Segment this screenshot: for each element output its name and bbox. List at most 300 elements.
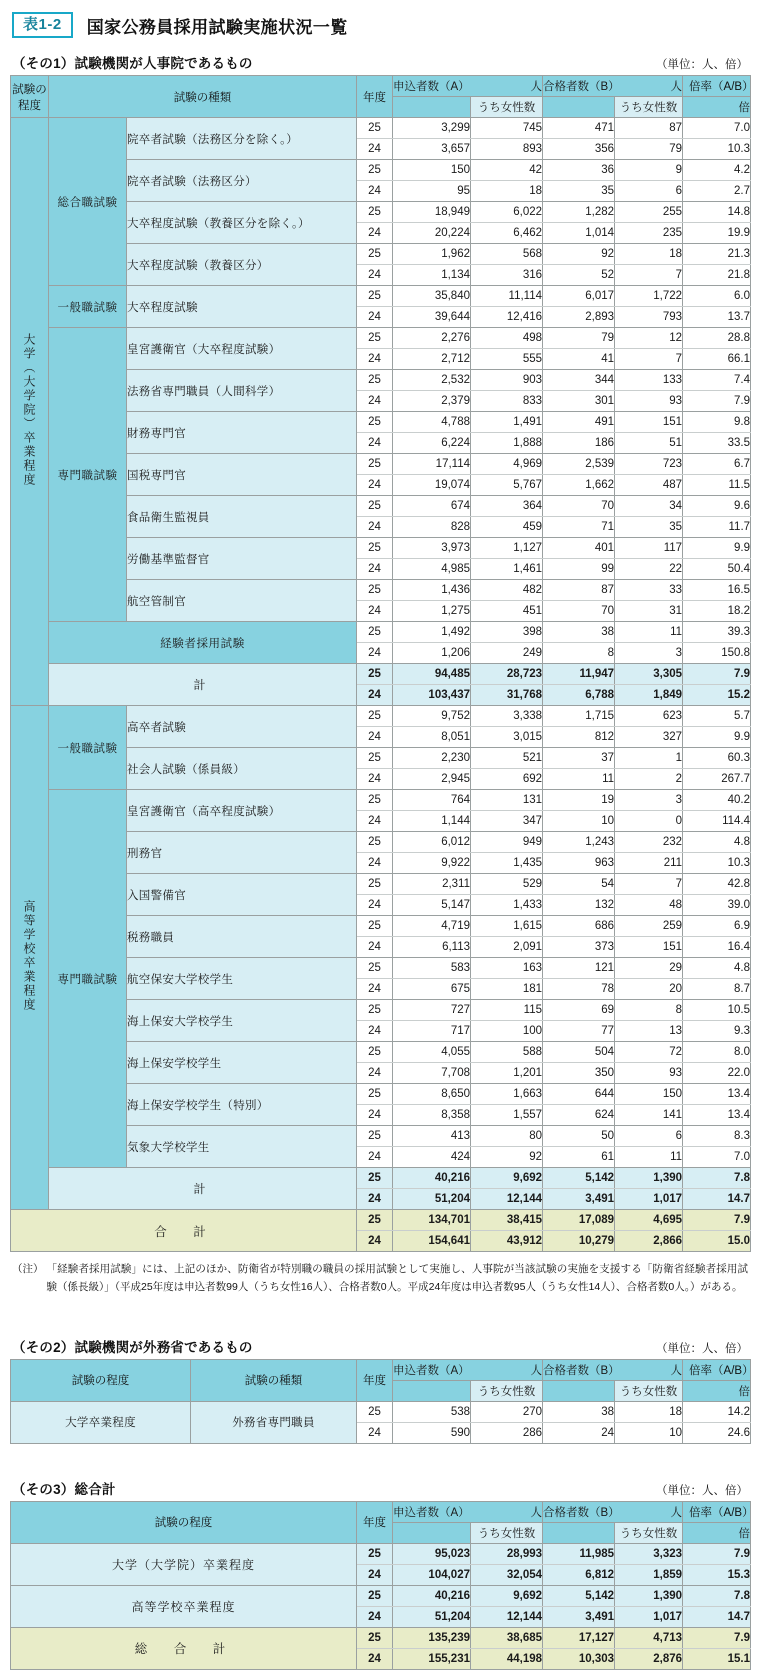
row-header-exam-name: 税務職員 — [127, 916, 357, 958]
row-header-exam-name: 法務省専門職員（人間科学） — [127, 370, 357, 412]
cell-year: 24 — [357, 265, 393, 286]
cell-applicants-female: 529 — [471, 874, 543, 895]
table-title-text: 国家公務員採用試験実施状況一覧 — [86, 17, 348, 37]
section1-unit: （単位：人、倍） — [656, 59, 748, 72]
cell-ratio: 19.9 — [683, 223, 751, 244]
cell-passers: 17,127 — [543, 1627, 615, 1648]
cell-applicants-female: 4,969 — [471, 454, 543, 475]
cell-year: 24 — [357, 475, 393, 496]
cell-passers: 1,282 — [543, 202, 615, 223]
cell-applicants: 154,641 — [393, 1231, 471, 1252]
col3-header-applicants-blank — [393, 1522, 471, 1543]
cell-passers-female: 12 — [615, 328, 683, 349]
cell-applicants: 1,206 — [393, 643, 471, 664]
table-row — [11, 1543, 751, 1564]
cell-applicants-female: 2,091 — [471, 937, 543, 958]
cell-applicants-female: 38,415 — [471, 1210, 543, 1231]
cell-ratio: 7.9 — [683, 391, 751, 412]
cell-applicants-female: 1,888 — [471, 433, 543, 454]
cell-year: 24 — [357, 1231, 393, 1252]
degree-label: 大学（大学院）卒業程度 — [22, 333, 36, 488]
applicants-unit: 人 — [530, 81, 543, 94]
cell-passers-female: 3,305 — [615, 664, 683, 685]
cell-year: 25 — [357, 916, 393, 937]
table-row — [11, 118, 751, 139]
cell-applicants-female: 5,767 — [471, 475, 543, 496]
cell-applicants: 4,055 — [393, 1042, 471, 1063]
cell-year: 25 — [357, 1627, 393, 1648]
col3-header-passers-blank — [543, 1522, 615, 1543]
table-body-section2 — [11, 1401, 751, 1443]
row-header-exam-name: 航空管制官 — [127, 580, 357, 622]
cell-year: 25 — [357, 370, 393, 391]
cell-applicants: 674 — [393, 496, 471, 517]
cell-passers-female: 0 — [615, 811, 683, 832]
cell-applicants-female: 100 — [471, 1021, 543, 1042]
row-header-exam-group: 専門職試験 — [49, 328, 127, 622]
table-head — [11, 76, 754, 118]
cell-ratio: 10.3 — [683, 853, 751, 874]
cell-passers: 70 — [543, 601, 615, 622]
table-row — [11, 328, 751, 349]
cell-passers: 301 — [543, 391, 615, 412]
cell-passers-female: 235 — [615, 223, 683, 244]
row-header-subtotal: 計 — [49, 1168, 357, 1210]
cell-applicants-female: 115 — [471, 1000, 543, 1021]
cell-passers-female: 93 — [615, 1063, 683, 1084]
cell-year: 25 — [357, 454, 393, 475]
cell-year: 25 — [357, 832, 393, 853]
cell-year: 25 — [357, 1126, 393, 1147]
cell-passers-female: 117 — [615, 538, 683, 559]
cell-applicants-female: 3,338 — [471, 706, 543, 727]
row-header-exam-name: 海上保安学校学生 — [127, 1042, 357, 1084]
cell-passers-female: 7 — [615, 349, 683, 370]
row-header-exam-name: 社会人試験（係員級） — [127, 748, 357, 790]
cell-year: 25 — [357, 664, 393, 685]
col3-header-passers — [543, 1501, 683, 1522]
table-body-section1 — [11, 118, 751, 1252]
col3-header-applicants — [393, 1501, 543, 1522]
cell-ratio: 7.8 — [683, 1585, 751, 1606]
cell-passers: 54 — [543, 874, 615, 895]
spacer-1 — [10, 1296, 750, 1336]
cell-passers-female: 87 — [615, 118, 683, 139]
cell-passers: 1,715 — [543, 706, 615, 727]
row-header-degree: 高等学校卒業程度 — [11, 1585, 357, 1627]
cell-applicants-female: 38,685 — [471, 1627, 543, 1648]
cell-ratio: 11.5 — [683, 475, 751, 496]
cell-applicants: 2,230 — [393, 748, 471, 769]
cell-applicants-female: 6,462 — [471, 223, 543, 244]
cell-passers: 69 — [543, 1000, 615, 1021]
cell-passers: 3,491 — [543, 1606, 615, 1627]
passers-label: 合格者数（B） — [543, 1364, 620, 1377]
applicants-label: 申込者数（A） — [393, 1506, 470, 1519]
cell-applicants: 2,379 — [393, 391, 471, 412]
cell-applicants: 590 — [393, 1422, 471, 1443]
cell-passers-female: 51 — [615, 433, 683, 454]
cell-ratio: 8.0 — [683, 1042, 751, 1063]
cell-passers-female: 20 — [615, 979, 683, 1000]
cell-year: 24 — [357, 307, 393, 328]
cell-passers-female: 211 — [615, 853, 683, 874]
cell-year: 24 — [357, 559, 393, 580]
cell-year: 25 — [357, 202, 393, 223]
cell-passers: 11,947 — [543, 664, 615, 685]
col-header-passers-female: うち女性数 — [615, 97, 683, 118]
cell-ratio: 14.7 — [683, 1606, 751, 1627]
cell-applicants: 2,532 — [393, 370, 471, 391]
cell-ratio: 2.7 — [683, 181, 751, 202]
table-row — [11, 622, 751, 643]
cell-passers-female: 9 — [615, 160, 683, 181]
cell-applicants-female: 568 — [471, 244, 543, 265]
row-header-exam-name: 大卒程度試験（教養区分を除く。） — [127, 202, 357, 244]
cell-ratio: 22.0 — [683, 1063, 751, 1084]
table-row — [11, 286, 751, 307]
cell-passers-female: 793 — [615, 307, 683, 328]
cell-applicants-female: 949 — [471, 832, 543, 853]
cell-applicants: 3,657 — [393, 139, 471, 160]
cell-passers: 10 — [543, 811, 615, 832]
cell-passers: 24 — [543, 1422, 615, 1443]
cell-applicants: 135,239 — [393, 1627, 471, 1648]
cell-year: 25 — [357, 958, 393, 979]
cell-applicants-female: 745 — [471, 118, 543, 139]
cell-passers: 812 — [543, 727, 615, 748]
cell-passers: 10,303 — [543, 1648, 615, 1669]
section1-header — [12, 52, 748, 72]
table-section2 — [10, 1359, 754, 1444]
col2-header-ratio-unit: 倍 — [683, 1380, 751, 1401]
cell-year: 24 — [357, 937, 393, 958]
col3-header-ratio: 倍率（A/B） — [683, 1501, 751, 1522]
cell-ratio: 39.0 — [683, 895, 751, 916]
applicants-label: 申込者数（A） — [393, 81, 470, 94]
row-header-exam-name: 経験者採用試験 — [49, 622, 357, 664]
cell-ratio: 15.3 — [683, 1564, 751, 1585]
row-header-exam-name: 皇宮護衛官（高卒程度試験） — [127, 790, 357, 832]
cell-passers-female: 33 — [615, 580, 683, 601]
cell-year: 24 — [357, 853, 393, 874]
row-header-degree — [11, 706, 49, 1210]
cell-ratio: 15.1 — [683, 1648, 751, 1669]
cell-passers-female: 150 — [615, 1084, 683, 1105]
cell-applicants: 104,027 — [393, 1564, 471, 1585]
cell-applicants: 583 — [393, 958, 471, 979]
cell-year: 24 — [357, 1021, 393, 1042]
row-header-exam-name: 院卒者試験（法務区分） — [127, 160, 357, 202]
cell-applicants-female: 521 — [471, 748, 543, 769]
cell-passers-female: 151 — [615, 937, 683, 958]
cell-passers-female: 1,017 — [615, 1189, 683, 1210]
cell-passers: 99 — [543, 559, 615, 580]
cell-applicants-female: 6,022 — [471, 202, 543, 223]
cell-applicants: 94,485 — [393, 664, 471, 685]
cell-year: 25 — [357, 1042, 393, 1063]
section2-heading: （その2）試験機関が外務省であるもの — [12, 1339, 253, 1355]
cell-ratio: 15.0 — [683, 1231, 751, 1252]
row-header-exam-name: 院卒者試験（法務区分を除く。） — [127, 118, 357, 160]
cell-applicants-female: 482 — [471, 580, 543, 601]
cell-passers-female: 3 — [615, 643, 683, 664]
cell-passers: 963 — [543, 853, 615, 874]
table-row-subtotal — [11, 1168, 751, 1189]
section1-heading: （その1）試験機関が人事院であるもの — [12, 56, 253, 72]
cell-year: 25 — [357, 538, 393, 559]
cell-applicants-female: 12,416 — [471, 307, 543, 328]
col-header-passers-blank — [543, 97, 615, 118]
table-number-badge: 表1-2 — [12, 12, 73, 38]
section3-header — [12, 1478, 748, 1498]
cell-ratio: 10.5 — [683, 1000, 751, 1021]
cell-year: 25 — [357, 328, 393, 349]
cell-passers: 77 — [543, 1021, 615, 1042]
cell-applicants-female: 11,114 — [471, 286, 543, 307]
cell-applicants: 5,147 — [393, 895, 471, 916]
cell-applicants: 8,051 — [393, 727, 471, 748]
cell-ratio: 7.0 — [683, 118, 751, 139]
col2-header-applicants — [393, 1359, 543, 1380]
cell-applicants: 2,712 — [393, 349, 471, 370]
cell-applicants: 828 — [393, 517, 471, 538]
cell-applicants: 7,708 — [393, 1063, 471, 1084]
cell-applicants: 717 — [393, 1021, 471, 1042]
cell-applicants-female: 28,993 — [471, 1543, 543, 1564]
row-header-exam-name: 大卒程度試験（教養区分） — [127, 244, 357, 286]
cell-passers: 1,243 — [543, 832, 615, 853]
cell-passers-female: 10 — [615, 1422, 683, 1443]
cell-applicants: 1,144 — [393, 811, 471, 832]
cell-passers: 5,142 — [543, 1168, 615, 1189]
cell-ratio: 42.8 — [683, 874, 751, 895]
cell-passers-female: 18 — [615, 244, 683, 265]
cell-applicants: 9,922 — [393, 853, 471, 874]
cell-year: 24 — [357, 1648, 393, 1669]
cell-passers-female: 79 — [615, 139, 683, 160]
cell-year: 25 — [357, 1543, 393, 1564]
cell-ratio: 18.2 — [683, 601, 751, 622]
cell-ratio: 66.1 — [683, 349, 751, 370]
cell-applicants-female: 28,723 — [471, 664, 543, 685]
cell-applicants: 1,275 — [393, 601, 471, 622]
cell-ratio: 50.4 — [683, 559, 751, 580]
cell-passers-female: 22 — [615, 559, 683, 580]
row-header-exam-group: 一般職試験 — [49, 706, 127, 790]
cell-ratio: 7.0 — [683, 1147, 751, 1168]
cell-year: 24 — [357, 223, 393, 244]
section1-note — [12, 1261, 748, 1296]
cell-passers: 37 — [543, 748, 615, 769]
table-row — [11, 790, 751, 811]
cell-passers: 8 — [543, 643, 615, 664]
cell-year: 24 — [357, 895, 393, 916]
cell-passers-female: 18 — [615, 1401, 683, 1422]
cell-passers-female: 2,876 — [615, 1648, 683, 1669]
cell-ratio: 4.8 — [683, 832, 751, 853]
cell-passers-female: 13 — [615, 1021, 683, 1042]
cell-applicants: 1,962 — [393, 244, 471, 265]
cell-applicants: 3,973 — [393, 538, 471, 559]
cell-year: 25 — [357, 244, 393, 265]
row-header-exam-name: 労働基準監督官 — [127, 538, 357, 580]
row-header-exam-name: 海上保安大学校学生 — [127, 1000, 357, 1042]
cell-ratio: 21.3 — [683, 244, 751, 265]
cell-passers: 6,812 — [543, 1564, 615, 1585]
row-header-grand-total: 総 合 計 — [11, 1627, 357, 1669]
cell-applicants-female: 903 — [471, 370, 543, 391]
cell-applicants: 4,788 — [393, 412, 471, 433]
row-header-exam-name: 国税専門官 — [127, 454, 357, 496]
cell-passers-female: 151 — [615, 412, 683, 433]
cell-ratio: 10.3 — [683, 139, 751, 160]
cell-applicants-female: 1,433 — [471, 895, 543, 916]
cell-applicants-female: 286 — [471, 1422, 543, 1443]
cell-applicants-female: 316 — [471, 265, 543, 286]
table-row-grand-total — [11, 1627, 751, 1648]
cell-year: 24 — [357, 1422, 393, 1443]
cell-year: 24 — [357, 1564, 393, 1585]
cell-passers-female: 8 — [615, 1000, 683, 1021]
row-header-exam-name: 刑務官 — [127, 832, 357, 874]
cell-year: 25 — [357, 1000, 393, 1021]
col3-header-applicants-female: うち女性数 — [471, 1522, 543, 1543]
cell-passers-female: 1,390 — [615, 1585, 683, 1606]
col2-header-degree: 試験の程度 — [11, 1359, 191, 1401]
cell-ratio: 267.7 — [683, 769, 751, 790]
cell-year: 24 — [357, 769, 393, 790]
cell-ratio: 7.9 — [683, 1210, 751, 1231]
cell-applicants: 6,224 — [393, 433, 471, 454]
col-header-applicants-blank — [393, 97, 471, 118]
cell-applicants: 1,492 — [393, 622, 471, 643]
cell-applicants-female: 12,144 — [471, 1606, 543, 1627]
cell-passers: 186 — [543, 433, 615, 454]
cell-passers-female: 93 — [615, 391, 683, 412]
cell-applicants-female: 163 — [471, 958, 543, 979]
cell-year: 25 — [357, 790, 393, 811]
row-header-exam-group: 一般職試験 — [49, 286, 127, 328]
table-row-subtotal — [11, 664, 751, 685]
cell-passers: 350 — [543, 1063, 615, 1084]
cell-ratio: 7.4 — [683, 370, 751, 391]
cell-year: 25 — [357, 412, 393, 433]
cell-applicants: 95,023 — [393, 1543, 471, 1564]
cell-applicants: 2,311 — [393, 874, 471, 895]
section2-header — [12, 1336, 748, 1356]
cell-passers-female: 1,390 — [615, 1168, 683, 1189]
cell-year: 24 — [357, 601, 393, 622]
cell-applicants-female: 692 — [471, 769, 543, 790]
cell-year: 24 — [357, 685, 393, 706]
cell-year: 24 — [357, 1147, 393, 1168]
cell-passers-female: 2 — [615, 769, 683, 790]
cell-applicants: 6,113 — [393, 937, 471, 958]
cell-ratio: 24.6 — [683, 1422, 751, 1443]
cell-year: 24 — [357, 139, 393, 160]
cell-passers-female: 3 — [615, 790, 683, 811]
cell-applicants-female: 588 — [471, 1042, 543, 1063]
cell-year: 24 — [357, 1189, 393, 1210]
table-row — [11, 1401, 751, 1422]
cell-passers: 35 — [543, 181, 615, 202]
row-header-degree: 大学（大学院）卒業程度 — [11, 1543, 357, 1585]
cell-applicants: 155,231 — [393, 1648, 471, 1669]
cell-passers: 11 — [543, 769, 615, 790]
cell-applicants-female: 398 — [471, 622, 543, 643]
cell-applicants-female: 1,615 — [471, 916, 543, 937]
cell-applicants: 20,224 — [393, 223, 471, 244]
cell-year: 25 — [357, 1210, 393, 1231]
cell-year: 25 — [357, 118, 393, 139]
note-text: 「経験者採用試験」には、上記のほか、防衛省が特別職の職員の採用試験として実施し、人事院が当該試験の実施を支援する「防衛省経験者採用試験（係長級）」（平成25年度は申込者数99人（うち女性16人）、合格者数0人。平成24年度は申込者数95人（うち女性14人）、合格者数0人。）がある。 — [46, 1263, 748, 1293]
cell-passers-female: 1,849 — [615, 685, 683, 706]
cell-ratio: 14.7 — [683, 1189, 751, 1210]
col-header-ratio-unit: 倍 — [683, 97, 751, 118]
cell-ratio: 60.3 — [683, 748, 751, 769]
cell-applicants: 2,276 — [393, 328, 471, 349]
cell-ratio: 9.3 — [683, 1021, 751, 1042]
table2-head — [11, 1359, 754, 1401]
cell-ratio: 114.4 — [683, 811, 751, 832]
cell-passers: 19 — [543, 790, 615, 811]
cell-passers-female: 133 — [615, 370, 683, 391]
cell-applicants: 18,949 — [393, 202, 471, 223]
cell-passers-female: 1,859 — [615, 1564, 683, 1585]
cell-applicants: 727 — [393, 1000, 471, 1021]
cell-ratio: 16.5 — [683, 580, 751, 601]
table-row — [11, 706, 751, 727]
cell-ratio: 8.7 — [683, 979, 751, 1000]
cell-passers: 5,142 — [543, 1585, 615, 1606]
cell-passers: 36 — [543, 160, 615, 181]
cell-year: 25 — [357, 1585, 393, 1606]
cell-passers-female: 487 — [615, 475, 683, 496]
cell-passers-female: 34 — [615, 496, 683, 517]
cell-passers: 71 — [543, 517, 615, 538]
cell-applicants-female: 498 — [471, 328, 543, 349]
row-header-exam-name: 食品衛生監視員 — [127, 496, 357, 538]
cell-applicants: 6,012 — [393, 832, 471, 853]
cell-year: 24 — [357, 1105, 393, 1126]
cell-passers-female: 141 — [615, 1105, 683, 1126]
cell-passers: 79 — [543, 328, 615, 349]
table-section1 — [10, 75, 754, 1252]
cell-year: 25 — [357, 160, 393, 181]
row-header-exam-group: 専門職試験 — [49, 790, 127, 1168]
cell-passers: 644 — [543, 1084, 615, 1105]
cell-applicants-female: 1,435 — [471, 853, 543, 874]
cell-applicants: 150 — [393, 160, 471, 181]
cell-applicants-female: 270 — [471, 1401, 543, 1422]
cell-passers: 6,017 — [543, 286, 615, 307]
cell-applicants: 8,650 — [393, 1084, 471, 1105]
cell-passers: 10,279 — [543, 1231, 615, 1252]
cell-applicants: 8,358 — [393, 1105, 471, 1126]
cell-ratio: 6.0 — [683, 286, 751, 307]
cell-ratio: 4.8 — [683, 958, 751, 979]
row-header-exam-name: 外務省専門職員 — [191, 1401, 357, 1443]
cell-ratio: 11.7 — [683, 517, 751, 538]
col-header-ratio: 倍率（A/B） — [683, 76, 751, 97]
cell-year: 24 — [357, 727, 393, 748]
cell-applicants: 2,945 — [393, 769, 471, 790]
cell-applicants: 413 — [393, 1126, 471, 1147]
cell-passers-female: 7 — [615, 874, 683, 895]
cell-passers: 17,089 — [543, 1210, 615, 1231]
cell-applicants: 103,437 — [393, 685, 471, 706]
